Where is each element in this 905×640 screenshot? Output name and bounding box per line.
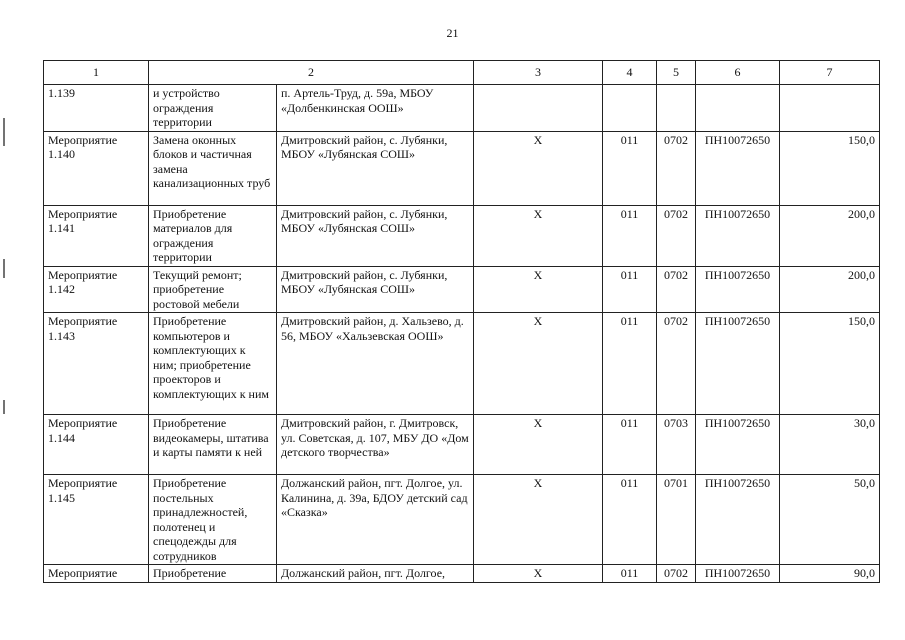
column-6-cell: ПН10072650 (696, 415, 780, 475)
column-6-cell: ПН10072650 (696, 205, 780, 266)
location-cell: Дмитровский район, д. Хальзево, д. 56, МБОУ «Хальзевская ООШ» (277, 313, 474, 415)
amount-cell: 150,0 (780, 131, 880, 205)
row-id-cell: Мероприятие (44, 565, 149, 583)
column-4-cell: 011 (603, 205, 657, 266)
header-cell-7: 7 (780, 61, 880, 85)
budget-table (43, 60, 880, 583)
table-row (44, 565, 880, 583)
header-cell-3: 3 (474, 61, 603, 85)
column-3-cell: X (474, 266, 603, 313)
activity-name-cell: Приобретение постельных принадлежностей, полотенец и спецодежды для сотрудников (149, 475, 277, 565)
header-cell-2: 2 (149, 61, 474, 85)
column-4-cell (603, 85, 657, 132)
activity-name-cell: Замена оконных блоков и частичная замена канализационных труб (149, 131, 277, 205)
table-row (44, 475, 880, 565)
amount-cell: 50,0 (780, 475, 880, 565)
amount-cell: 200,0 (780, 266, 880, 313)
amount-cell: 150,0 (780, 313, 880, 415)
column-3-cell: X (474, 415, 603, 475)
column-3-cell: X (474, 475, 603, 565)
amount-cell: 200,0 (780, 205, 880, 266)
row-id-cell: Мероприятие 1.141 (44, 205, 149, 266)
column-6-cell: ПН10072650 (696, 266, 780, 313)
activity-name-cell: и устройство ограждения территории (149, 85, 277, 132)
location-cell: Дмитровский район, с. Лубянки, МБОУ «Лубянская СОШ» (277, 131, 474, 205)
location-cell: Должанский район, пгт. Долгое, (277, 565, 474, 583)
column-4-cell: 011 (603, 266, 657, 313)
column-6-cell: ПН10072650 (696, 131, 780, 205)
row-id-cell: Мероприятие 1.143 (44, 313, 149, 415)
column-6-cell (696, 85, 780, 132)
column-3-cell: X (474, 205, 603, 266)
activity-name-cell: Приобретение (149, 565, 277, 583)
column-3-cell: X (474, 313, 603, 415)
header-row (44, 61, 880, 85)
location-cell: Должанский район, пгт. Долгое, ул. Калинина, д. 39а, БДОУ детский сад «Сказка» (277, 475, 474, 565)
activity-name-cell: Приобретение видеокамеры, штатива и карты памяти к ней (149, 415, 277, 475)
column-4-cell: 011 (603, 475, 657, 565)
column-6-cell: ПН10072650 (696, 475, 780, 565)
table-row (44, 266, 880, 313)
column-5-cell: 0702 (657, 131, 696, 205)
row-id-cell: Мероприятие 1.140 (44, 131, 149, 205)
table-row (44, 313, 880, 415)
amount-cell: 30,0 (780, 415, 880, 475)
column-3-cell: X (474, 131, 603, 205)
column-5-cell: 0702 (657, 313, 696, 415)
activity-name-cell: Приобретение материалов для ограждения территории (149, 205, 277, 266)
amount-cell (780, 85, 880, 132)
column-5-cell: 0703 (657, 415, 696, 475)
header-cell-1: 1 (44, 61, 149, 85)
row-id-cell: 1.139 (44, 85, 149, 132)
row-id-cell: Мероприятие 1.145 (44, 475, 149, 565)
column-6-cell: ПН10072650 (696, 313, 780, 415)
column-5-cell (657, 85, 696, 132)
page-number: 21 (446, 26, 459, 40)
activity-name-cell: Приобретение компьютеров и комплектующих к ним; приобретение проекторов и комплектующих к ним (149, 313, 277, 415)
location-cell: Дмитровский район, с. Лубянки, МБОУ «Лубянская СОШ» (277, 266, 474, 313)
table-row (44, 85, 880, 132)
location-cell: Дмитровский район, г. Дмитровск, ул. Советская, д. 107, МБУ ДО «Дом детского творчества» (277, 415, 474, 475)
column-3-cell (474, 85, 603, 132)
table-row (44, 205, 880, 266)
amount-cell: 90,0 (780, 565, 880, 583)
row-id-cell: Мероприятие 1.144 (44, 415, 149, 475)
header-cell-5: 5 (657, 61, 696, 85)
header-cell-4: 4 (603, 61, 657, 85)
table-row (44, 415, 880, 475)
column-3-cell: X (474, 565, 603, 583)
column-5-cell: 0701 (657, 475, 696, 565)
column-5-cell: 0702 (657, 205, 696, 266)
column-4-cell: 011 (603, 131, 657, 205)
column-4-cell: 011 (603, 313, 657, 415)
location-cell: п. Артель-Труд, д. 59а, МБОУ «Долбенкинская ООШ» (277, 85, 474, 132)
column-4-cell: 011 (603, 415, 657, 475)
activity-name-cell: Текущий ремонт; приобретение ростовой мебели (149, 266, 277, 313)
column-6-cell: ПН10072650 (696, 565, 780, 583)
table-row (44, 131, 880, 205)
column-5-cell: 0702 (657, 266, 696, 313)
location-cell: Дмитровский район, с. Лубянки, МБОУ «Лубянская СОШ» (277, 205, 474, 266)
scan-margin-mark (3, 118, 5, 588)
column-5-cell: 0702 (657, 565, 696, 583)
header-cell-6: 6 (696, 61, 780, 85)
row-id-cell: Мероприятие 1.142 (44, 266, 149, 313)
column-4-cell: 011 (603, 565, 657, 583)
